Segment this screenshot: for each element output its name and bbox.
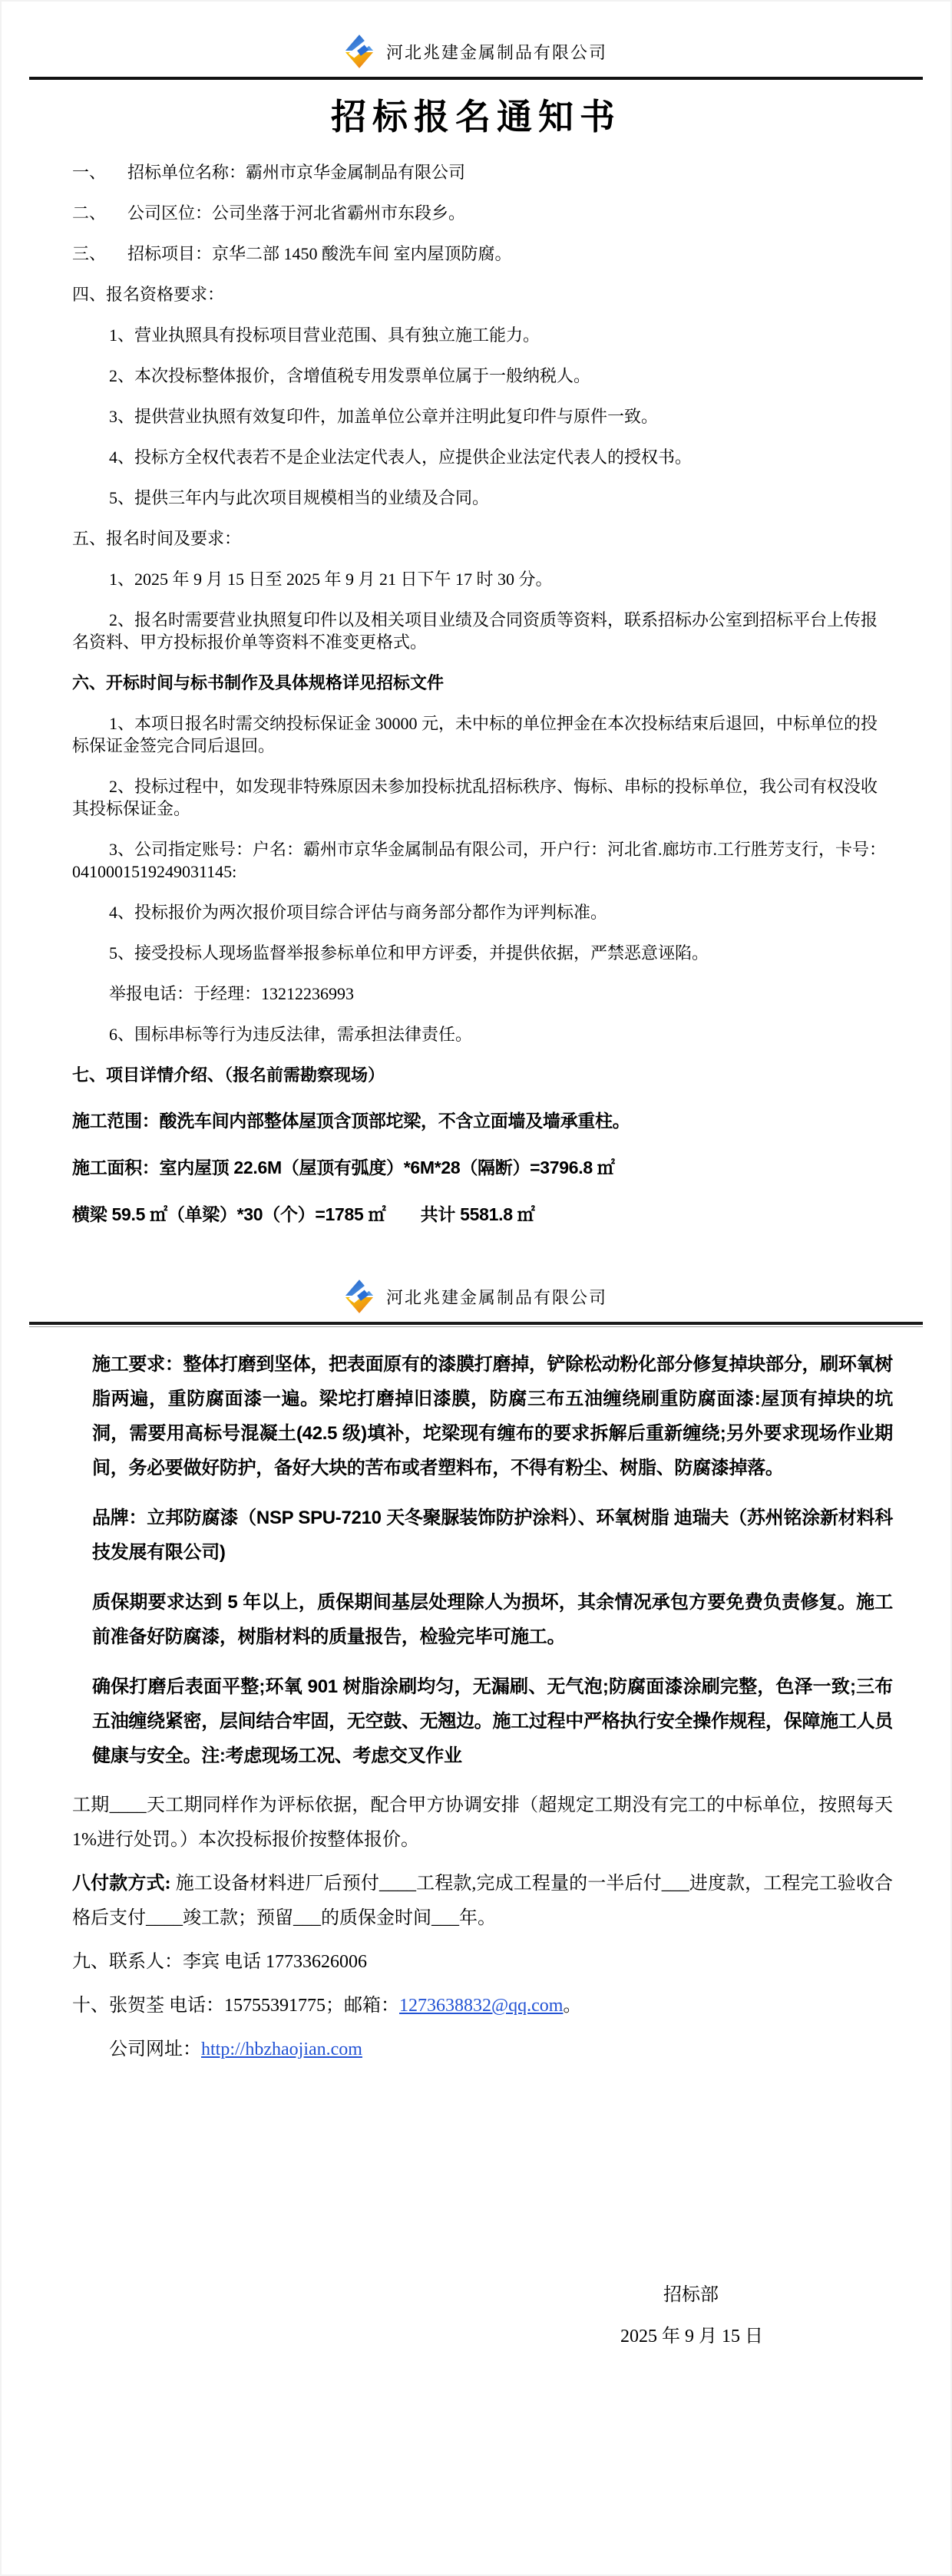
bid-rule-5: 5、接受投标人现场监督举报参标单位和甲方评委，并提供依据，严禁恶意诬陷。 [109, 943, 709, 963]
contact-person-10 [72, 1989, 893, 2023]
report-phone: 举报电话：于经理：13212236993 [109, 984, 355, 1003]
company-logo-icon [345, 34, 374, 69]
website-line [72, 2033, 893, 2067]
brand-paragraph: 品牌：立邦防腐漆（NSP SPU-7210 天冬聚脲装饰防护涂料）、环氧树脂 迪瑞夫（苏州铭涂新材料科技发展有限公司) [92, 1508, 893, 1563]
bid-rule-6: 6、围标串标等行为违反法律，需承担法律责任。 [109, 1025, 473, 1044]
bid-rule-4: 4、投标报价为两次报价项目综合评估与商务部分都作为评判标准。 [109, 903, 608, 922]
company-name: 河北兆建金属制品有限公司 [385, 42, 607, 62]
page2-body [2, 1347, 950, 2067]
email-link[interactable]: 1273638832@qq.com [399, 1996, 564, 2016]
company-location-item [72, 202, 893, 224]
signup-time-1: 1、2025 年 9 月 15 日至 2025 年 9 月 21 日下午 17 时 30 分。 [109, 570, 553, 589]
payment-label: 八付款方式: [72, 1874, 171, 1894]
department-signature: 招标部 [663, 2285, 719, 2305]
signup-time-heading: 五、报名时间及要求： [72, 529, 242, 548]
page1-body [2, 161, 950, 1226]
qualification-req-3: 3、提供营业执照有效复印件，加盖单位公章并注明此复印件与原件一致。 [109, 407, 659, 426]
bid-opening-heading: 六、开标时间与标书制作及具体规格详见招标文件 [72, 673, 445, 692]
contact-person-9: 九、联系人：李宾 电话 17733626006 [72, 1952, 367, 1972]
warranty-paragraph: 质保期要求达到 5 年以上，质保期间基层处理除人为损坏，其余情况承包方要免费负责修复。施工前准备好防腐漆，树脂材料的质量报告，检验完毕可施工。 [92, 1592, 893, 1647]
signature-block [2, 2284, 950, 2348]
item-number: 一、 [72, 163, 107, 182]
beam-area: 横梁 59.5 ㎡（单梁）*30（个）=1785 ㎡ 共计 5581.8 ㎡ [72, 1204, 535, 1224]
construction-scope: 施工范围：酸洗车间内部整体屋顶含顶部坨梁，不含立面墙及墙承重柱。 [72, 1111, 630, 1131]
contact-10-suffix: 。 [563, 1996, 582, 2016]
construction-requirements: 施工要求：整体打磨到坚体，把表面原有的漆膜打磨掉，铲除松动粉化部分修复掉块部分，刷环氧树脂两遍，重防腐面漆一遍。梁坨打磨掉旧漆膜，防腐三布五油缠绕刷重防腐面漆:屋顶有掉块的坑洞，需要用高标号混凝土(42.5 级)填补，坨梁现有缠布的要求拆解后重新缠绕;另外要求现场作业期间，务必要做好防护，备好大块的苦布或者塑料布，不得有粉尘、树脂、防腐漆掉落。 [92, 1354, 893, 1478]
duration-paragraph: 工期____天工期同样作为评标依据，配合甲方协调安排（超规定工期没有完工的中标单位，按照每天 1%进行处罚。）本次投标报价按整体报价。 [72, 1795, 893, 1850]
project-detail-heading: 七、项目详情介绍、（报名前需勘察现场） [72, 1065, 385, 1085]
qualification-req-4: 4、投标方全权代表若不是企业法定代表人，应提供企业法定代表人的授权书。 [109, 447, 693, 467]
bid-rule-1: 1、本项日报名时需交纳投标保证金 30000 元，未中标的单位押金在本次投标结束后退回，中标单位的投标保证金签完合同后退回。 [72, 714, 878, 755]
signup-time-2: 2、报名时需要营业执照复印件以及相关项目业绩及合同资质等资料，联系招标办公室到招标平台上传报名资料、甲方投标报价单等资料不准变更格式。 [72, 610, 878, 652]
website-label: 公司网址： [109, 2039, 201, 2059]
page-title: 招标报名通知书 [331, 97, 621, 137]
bid-rule-2: 2、投标过程中，如发现非特殊原因未参加投标扰乱招标秩序、悔标、串标的投标单位，我公司有权没收其投标保证金。 [72, 777, 878, 818]
tender-unit-item [72, 161, 893, 183]
bid-rule-3: 3、公司指定账号：户名：霸州市京华金属制品有限公司，开户行：河北省.廊坊市.工行胜芳支行，卡号：0410001519249031145: [72, 840, 887, 881]
qualification-req-2: 2、本次投标整体报价，含增值税专用发票单位属于一般纳税人。 [109, 366, 591, 385]
qualification-heading: 四、报名资格要求： [72, 285, 225, 304]
contact-10-text: 十、张贺荃 电话：15755391775；邮箱： [72, 1996, 399, 2016]
qualification-req-5: 5、提供三年内与此次项目规模相当的业绩及合同。 [109, 488, 490, 507]
item-number: 三、 [72, 244, 107, 263]
payment-text: 施工设备材料进厂后预付____工程款,完成工程量的一半后付___进度款，工程完工验收合格后支付____竣工款；预留___的质保金时间___年。 [72, 1874, 893, 1928]
item-number: 二、 [72, 203, 107, 223]
item-text: 公司区位：公司坐落于河北省霸州市东段乡。 [127, 203, 466, 223]
qualification-req-1: 1、营业执照具有投标项目营业范围、具有独立施工能力。 [109, 325, 540, 345]
item-text: 招标项目：京华二部 1450 酸洗车间 室内屋顶防腐。 [127, 244, 512, 263]
website-link[interactable]: http://hbzhaojian.com [201, 2039, 362, 2059]
item-text: 招标单位名称：霸州市京华金属制品有限公司 [127, 163, 466, 182]
page1-header [2, 2, 950, 75]
company-logo-icon [345, 1279, 374, 1314]
payment-paragraph [72, 1867, 893, 1936]
company-name: 河北兆建金属制品有限公司 [385, 1287, 607, 1307]
tender-project-item [72, 243, 893, 265]
quality-paragraph: 确保打磨后表面平整;环氧 901 树脂涂刷均匀，无漏刷、无气泡;防腐面漆涂刷完整，色泽一致;三布五油缠绕紧密，层间结合牢固，无空鼓、无翘边。施工过程中严格执行安全操作规程，保障施工人员健康与安全。注:考虑现场工况、考虑交叉作业 [92, 1676, 893, 1766]
page2-header [2, 1250, 950, 1320]
header-double-rule [29, 1322, 923, 1327]
construction-area: 施工面积：室内屋顶 22.6M（屋顶有弧度）*6M*28（隔断）=3796.8 ㎡ [72, 1158, 615, 1177]
signature-date: 2025 年 9 月 15 日 [620, 2327, 763, 2346]
header-rule [29, 77, 923, 80]
